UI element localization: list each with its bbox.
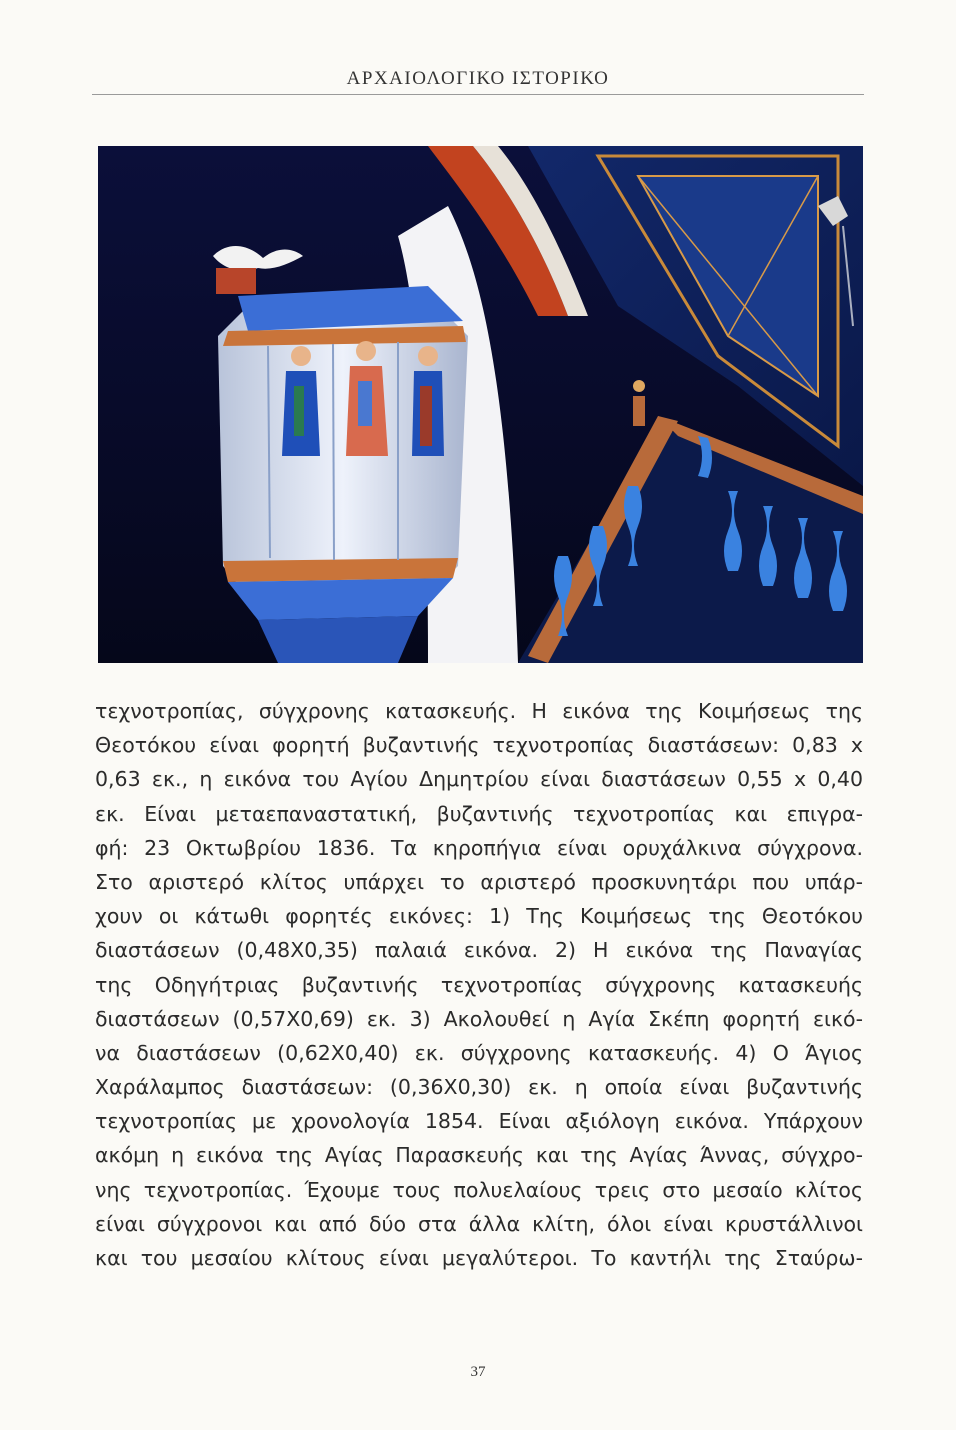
text-line: διαστάσεων (0,57Χ0,69) εκ. 3) Ακολουθεί η Αγία Σκέπη φορητή εικό-: [95, 1006, 863, 1031]
text-line: νης τεχνοτροπίας. Έχουμε τους πολυελαίους τρεις στο μεσαίο κλίτος: [95, 1177, 863, 1202]
church-pulpit-photo: [98, 146, 863, 663]
text-line: διαστάσεων (0,48Χ0,35) παλαιά εικόνα. 2) Η εικόνα της Παναγίας: [95, 938, 863, 963]
text-line: τεχνοτροπίας με χρονολογία 1854. Είναι αξιόλογη εικόνα. Υπάρχουν: [95, 1109, 863, 1134]
text-line: και του μεσαίου κλίτους είναι μεγαλύτεροι. Το καντήλι της Σταύρω-: [95, 1246, 863, 1270]
text-line: Χαράλαμπος διαστάσεων: (0,36Χ0,30) εκ. η οποία είναι βυζαντινής: [95, 1075, 863, 1100]
text-line: Στο αριστερό κλίτος υπάρχει το αριστερό προσκυνητάρι που υπάρ-: [95, 869, 863, 894]
text-line: φή: 23 Οκτωβρίου 1836. Τα κηροπήγια είναι ορυχάλκινα σύγχρονα.: [95, 835, 863, 860]
running-head: ΑΡΧΑΙΟΛΟΓΙΚΟ ΙΣΤΟΡΙΚΟ: [346, 68, 610, 89]
header-rule: [92, 94, 864, 95]
photo-illustration: [98, 146, 863, 663]
text-line: χουν οι κάτωθι φορητές εικόνες: 1) Της Κοιμήσεως της Θεοτόκου: [95, 904, 863, 929]
page-number: 37: [470, 1364, 486, 1380]
text-line: είναι σύγχρονοι και από δύο στα άλλα κλίτη, όλοι είναι κρυστάλλινοι: [95, 1211, 863, 1236]
body-text: [95, 694, 863, 1275]
text-line: εκ. Είναι μεταεπαναστατική, βυζαντινής τεχνοτροπίας και επιγρα-: [95, 801, 863, 826]
text-line: να διαστάσεων (0,62Χ0,40) εκ. σύγχρονης κατασκευής. 4) Ο Άγιος: [95, 1040, 863, 1065]
text-line: τεχνοτροπίας, σύγχρονης κατασκευής. Η εικόνα της Κοιμήσεως της: [95, 699, 863, 723]
text-line: ακόμη η εικόνα της Αγίας Παρασκευής και της Αγίας Άννας, σύγχρο-: [95, 1143, 863, 1168]
text-line: 0,63 εκ., η εικόνα του Αγίου Δημητρίου είναι διαστάσεων 0,55 x 0,40: [95, 767, 863, 792]
text-line: Θεοτόκου είναι φορητή βυζαντινής τεχνοτροπίας διαστάσεων: 0,83 x: [95, 733, 863, 758]
text-line: της Οδηγήτριας βυζαντινής τεχνοτροπίας σύγχρονης κατασκευής: [95, 972, 863, 997]
